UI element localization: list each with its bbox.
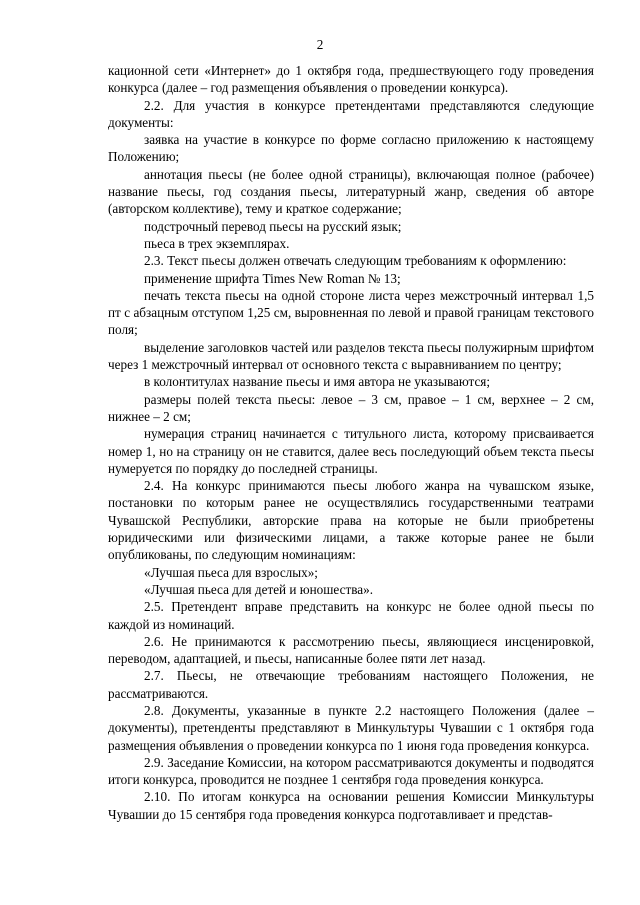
document-body bbox=[108, 62, 594, 823]
paragraph: заявка на участие в конкурсе по форме согласно приложению к настоящему Положению; bbox=[108, 132, 594, 165]
paragraph: пьеса в трех экземплярах. bbox=[144, 235, 290, 251]
paragraph: 2.10. По итогам конкурса на основании решения Комиссии Минкультуры Чувашии до 15 сентября года проведения конкурса подготавливает и представ- bbox=[108, 789, 594, 822]
paragraph: «Лучшая пьеса для детей и юношества». bbox=[144, 581, 374, 597]
paragraph: выделение заголовков частей или разделов текста пьесы полужирным шрифтом через 1 межстрочный интервал от основного текста с выравниванием по центру; bbox=[108, 339, 594, 373]
page-number: 2 bbox=[316, 37, 324, 52]
paragraph: кационной сети «Интернет» до 1 октября года, предшествующего году проведения конкурса (далее – год размещения объявления о проведении конкурса). bbox=[108, 63, 594, 96]
paragraph: нумерация страниц начинается с титульного листа, которому присваивается номер 1, но на страницу он не ставится, далее весь последующий объем текста пьесы нумеруется по порядку до последней страницы. bbox=[108, 426, 594, 476]
paragraph: подстрочный перевод пьесы на русский язык; bbox=[144, 218, 402, 234]
paragraph: 2.6. Не принимаются к рассмотрению пьесы, являющиеся инсценировкой, переводом, адаптацией, и пьесы, написанные более пяти лет назад. bbox=[108, 633, 594, 667]
paragraph: 2.4. На конкурс принимаются пьесы любого жанра на чувашском языке, постановки по которым ранее не осуществлялись государственными театрами Чувашской Республики, авторские права на которые не были приобретены юридическими или физическими лицами, а также которые ранее не были опубликованы, по следующим номинациям: bbox=[108, 478, 594, 563]
paragraph: 2.5. Претендент вправе представить на конкурс не более одной пьесы по каждой из номинаций. bbox=[108, 599, 594, 632]
paragraph: печать текста пьесы на одной стороне листа через межстрочный интервал 1,5 пт с абзацным отступом 1,25 см, выровненная по левой и правой границам текстового поля; bbox=[108, 287, 594, 338]
paragraph: 2.9. Заседание Комиссии, на котором рассматриваются документы и подводятся итоги конкурса, проводится не позднее 1 сентября года проведения конкурса. bbox=[108, 754, 594, 788]
paragraph: «Лучшая пьеса для взрослых»; bbox=[144, 564, 318, 580]
paragraph: аннотация пьесы (не более одной страницы), включающая полное (рабочее) название пьесы, год создания пьесы, литературный жанр, сведения об авторе (авторском коллективе), тему и краткое содержание; bbox=[108, 166, 594, 217]
paragraph: 2.2. Для участия в конкурсе претендентами представляются следующие документы: bbox=[108, 97, 594, 130]
paragraph: 2.8. Документы, указанные в пункте 2.2 настоящего Положения (далее – документы), претенденты представляют в Минкультуры Чувашии с 1 октября года размещения объявления о проведении конкурса по 1 июня года проведения конкурса. bbox=[108, 702, 594, 753]
paragraph: 2.3. Текст пьесы должен отвечать следующим требованиям к оформлению: bbox=[144, 253, 567, 269]
paragraph: в колонтитулах название пьесы и имя автора не указываются; bbox=[144, 374, 491, 390]
paragraph: 2.7. Пьесы, не отвечающие требованиям настоящего Положения, не рассматриваются. bbox=[108, 668, 594, 701]
paragraph: размеры полей текста пьесы: левое – 3 см, правое – 1 см, верхнее – 2 см, нижнее – 2 см; bbox=[108, 391, 594, 424]
paragraph: применение шрифта Times New Roman № 13; bbox=[144, 270, 401, 286]
